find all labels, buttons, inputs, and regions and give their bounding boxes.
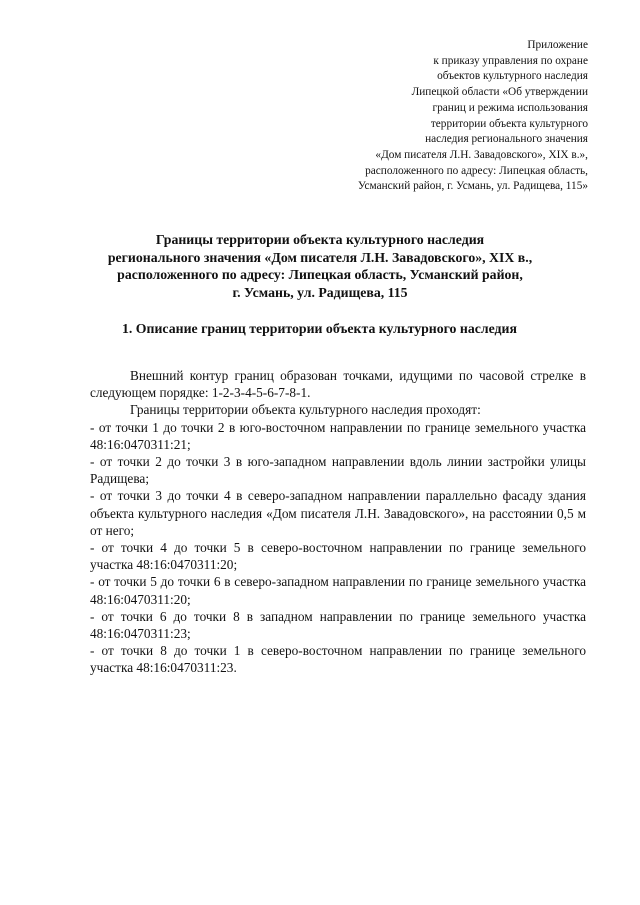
document-title bbox=[60, 231, 580, 301]
boundary-item: - от точки 1 до точки 2 в юго-восточном направлении по границе земельного участка 48:16:0470311:21; bbox=[90, 419, 586, 452]
title-line: расположенного по адресу: Липецкая область, Усманский район, bbox=[117, 267, 523, 282]
intro-paragraph: Внешний контур границ образован точками, идущими по часовой стрелке в следующем порядке: 1-2-3-4-5-6-7-8-1. bbox=[90, 368, 586, 401]
header-line: наследия регионального значения bbox=[425, 133, 588, 146]
header-line: к приказу управления по охране bbox=[433, 54, 588, 67]
header-line: границ и режима использования bbox=[432, 101, 588, 114]
boundary-item: - от точки 8 до точки 1 в северо-восточном направлении по границе земельного участка 48:16:0470311:23. bbox=[90, 643, 586, 676]
appendix-header bbox=[288, 38, 588, 195]
boundary-item: - от точки 2 до точки 3 в юго-западном направлении вдоль линии застройки улицы Радищева; bbox=[90, 454, 586, 487]
header-line: Приложение bbox=[527, 39, 588, 51]
header-line: территории объекта культурного bbox=[430, 117, 588, 130]
title-line: г. Усмань, ул. Радищева, 115 bbox=[232, 284, 408, 300]
header-line: Усманский район, г. Усмань, ул. Радищева, 115» bbox=[357, 180, 588, 193]
boundary-item: - от точки 6 до точки 8 в западном направлении по границе земельного участка 48:16:0470311:23; bbox=[90, 608, 586, 642]
lead-paragraph: Границы территории объекта культурного наследия проходят: bbox=[130, 402, 481, 418]
boundary-item: - от точки 3 до точки 4 в северо-западном направлении параллельно фасаду здания объекта культурного наследия «Дом писателя Л.Н. Завадовского», на расстоянии 0,5 м от него; bbox=[90, 488, 586, 538]
header-line: расположенного по адресу: Липецкая область, bbox=[365, 164, 588, 177]
document-body bbox=[90, 367, 586, 677]
header-line: объектов культурного наследия bbox=[437, 70, 588, 83]
boundary-item: - от точки 5 до точки 6 в северо-западном направлении по границе земельного участка 48:16:0470311:20; bbox=[90, 574, 586, 607]
title-line: Границы территории объекта культурного наследия bbox=[155, 232, 485, 247]
section-heading: 1. Описание границ территории объекта культурного наследия bbox=[122, 321, 517, 336]
header-line: «Дом писателя Л.Н. Завадовского», XIX в.», bbox=[375, 148, 588, 161]
title-line: регионального значения «Дом писателя Л.Н. Завадовского», XIX в., bbox=[107, 249, 533, 265]
boundary-item: - от точки 4 до точки 5 в северо-восточном направлении по границе земельного участка 48:16:0470311:20; bbox=[90, 540, 586, 573]
header-line: Липецкой области «Об утверждении bbox=[411, 86, 588, 99]
